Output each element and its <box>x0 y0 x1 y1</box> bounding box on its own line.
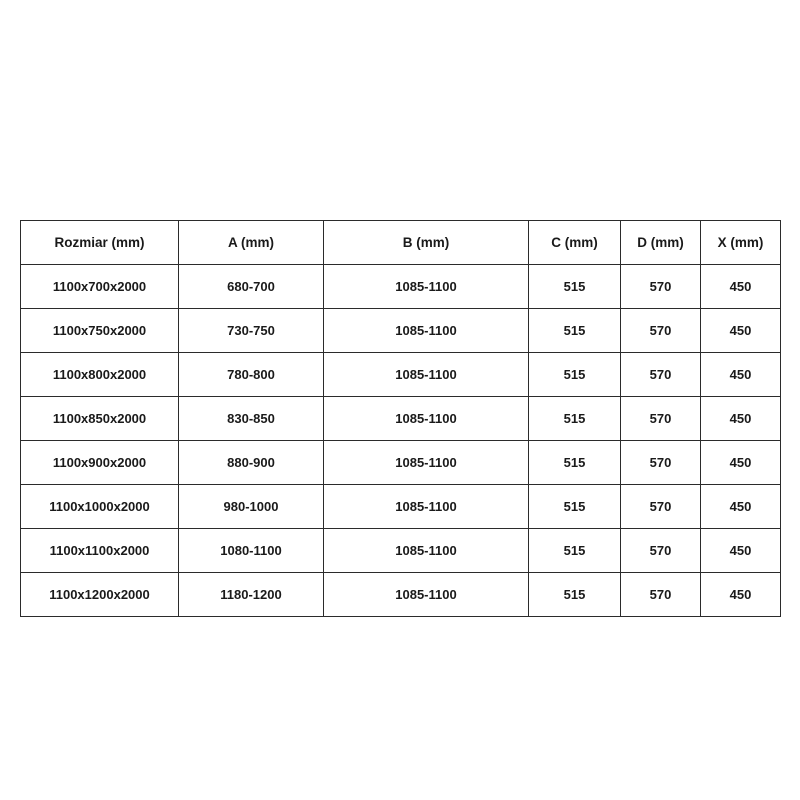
cell-a: 980-1000 <box>179 485 324 529</box>
cell-c: 515 <box>529 485 621 529</box>
size-table-container <box>20 220 780 617</box>
cell-a: 880-900 <box>179 441 324 485</box>
cell-d: 570 <box>621 265 701 309</box>
cell-a: 680-700 <box>179 265 324 309</box>
table-header <box>21 221 781 265</box>
table-row <box>21 353 781 397</box>
cell-x: 450 <box>701 265 781 309</box>
cell-c: 515 <box>529 529 621 573</box>
cell-rozmiar: 1100x1100x2000 <box>21 529 179 573</box>
cell-x: 450 <box>701 309 781 353</box>
cell-a: 830-850 <box>179 397 324 441</box>
cell-d: 570 <box>621 441 701 485</box>
cell-x: 450 <box>701 441 781 485</box>
table-row <box>21 573 781 617</box>
cell-c: 515 <box>529 397 621 441</box>
table-row <box>21 265 781 309</box>
column-header-a: A (mm) <box>179 221 324 265</box>
table-row <box>21 441 781 485</box>
cell-b: 1085-1100 <box>324 485 529 529</box>
cell-d: 570 <box>621 309 701 353</box>
table-row <box>21 529 781 573</box>
table-row <box>21 485 781 529</box>
table-header-row <box>21 221 781 265</box>
cell-x: 450 <box>701 397 781 441</box>
cell-rozmiar: 1100x1200x2000 <box>21 573 179 617</box>
size-table <box>20 220 781 617</box>
cell-d: 570 <box>621 397 701 441</box>
cell-c: 515 <box>529 441 621 485</box>
cell-a: 1180-1200 <box>179 573 324 617</box>
column-header-c: C (mm) <box>529 221 621 265</box>
cell-c: 515 <box>529 265 621 309</box>
cell-rozmiar: 1100x700x2000 <box>21 265 179 309</box>
table-body <box>21 265 781 617</box>
cell-d: 570 <box>621 485 701 529</box>
cell-a: 780-800 <box>179 353 324 397</box>
cell-rozmiar: 1100x800x2000 <box>21 353 179 397</box>
cell-d: 570 <box>621 353 701 397</box>
cell-b: 1085-1100 <box>324 309 529 353</box>
column-header-rozmiar: Rozmiar (mm) <box>21 221 179 265</box>
cell-a: 1080-1100 <box>179 529 324 573</box>
table-row <box>21 397 781 441</box>
column-header-x: X (mm) <box>701 221 781 265</box>
cell-x: 450 <box>701 485 781 529</box>
cell-c: 515 <box>529 353 621 397</box>
cell-x: 450 <box>701 573 781 617</box>
cell-b: 1085-1100 <box>324 397 529 441</box>
cell-rozmiar: 1100x750x2000 <box>21 309 179 353</box>
table-row <box>21 309 781 353</box>
cell-b: 1085-1100 <box>324 573 529 617</box>
cell-d: 570 <box>621 573 701 617</box>
cell-b: 1085-1100 <box>324 441 529 485</box>
cell-b: 1085-1100 <box>324 353 529 397</box>
cell-c: 515 <box>529 309 621 353</box>
cell-d: 570 <box>621 529 701 573</box>
cell-x: 450 <box>701 529 781 573</box>
cell-b: 1085-1100 <box>324 265 529 309</box>
cell-rozmiar: 1100x900x2000 <box>21 441 179 485</box>
cell-x: 450 <box>701 353 781 397</box>
cell-rozmiar: 1100x850x2000 <box>21 397 179 441</box>
cell-a: 730-750 <box>179 309 324 353</box>
column-header-b: B (mm) <box>324 221 529 265</box>
cell-rozmiar: 1100x1000x2000 <box>21 485 179 529</box>
cell-c: 515 <box>529 573 621 617</box>
column-header-d: D (mm) <box>621 221 701 265</box>
cell-b: 1085-1100 <box>324 529 529 573</box>
